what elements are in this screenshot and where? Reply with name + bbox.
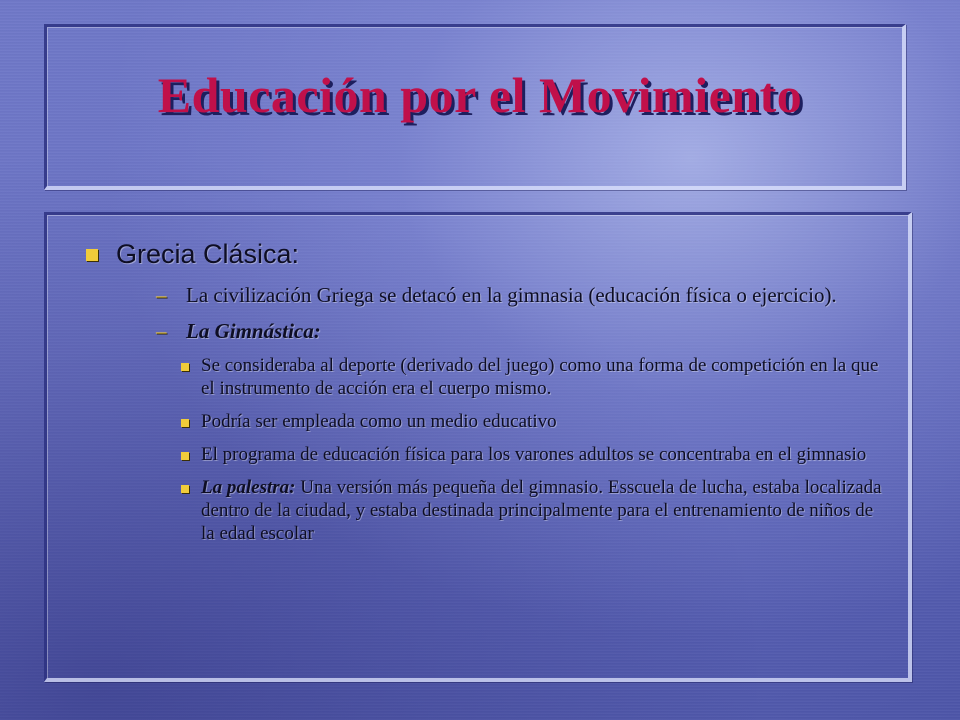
bullet-heading [86, 236, 886, 272]
dash-bullet-icon: – [156, 283, 167, 307]
list-item-lead: La Gimnástica: [186, 319, 321, 343]
slide-content [86, 236, 886, 545]
sub-list-item-lead: La palestra: [201, 477, 296, 498]
sub-list-item-text: Una versión más pequeña del gimnasio. Esscuela de lucha, estaba localizada dentro de la ciudad, y estaba destinada principalmente para el entrenamiento de niños de la edad escolar [201, 477, 882, 544]
sub-list-item [181, 443, 886, 466]
sub-list-item [181, 354, 886, 400]
square-bullet-icon [86, 249, 98, 261]
square-bullet-icon [181, 419, 189, 427]
sub-list-item [181, 410, 886, 433]
sub-list-item-text: Se consideraba al deporte (derivado del juego) como una forma de competición en la que el instrumento de acción era el cuerpo mismo. [201, 355, 879, 399]
square-bullet-icon [181, 452, 189, 460]
list-item [156, 282, 886, 308]
sub-list-item-text: Podría ser empleada como un medio educativo [201, 411, 557, 432]
dash-bullet-icon: – [156, 319, 167, 343]
slide-title: Educación por el Movimiento [157, 67, 803, 123]
sub-list-item-text: El programa de educación física para los varones adultos se concentraba en el gimnasio [201, 444, 867, 465]
square-bullet-icon [181, 363, 189, 371]
sub-list-item [181, 476, 886, 545]
list-item-text: La civilización Griega se detacó en la gimnasia (educación física o ejercicio). [186, 283, 837, 307]
heading-text: Grecia Clásica: [116, 239, 300, 269]
list-item [156, 318, 886, 344]
square-bullet-icon [181, 485, 189, 493]
sub-list-item-body [201, 476, 886, 545]
